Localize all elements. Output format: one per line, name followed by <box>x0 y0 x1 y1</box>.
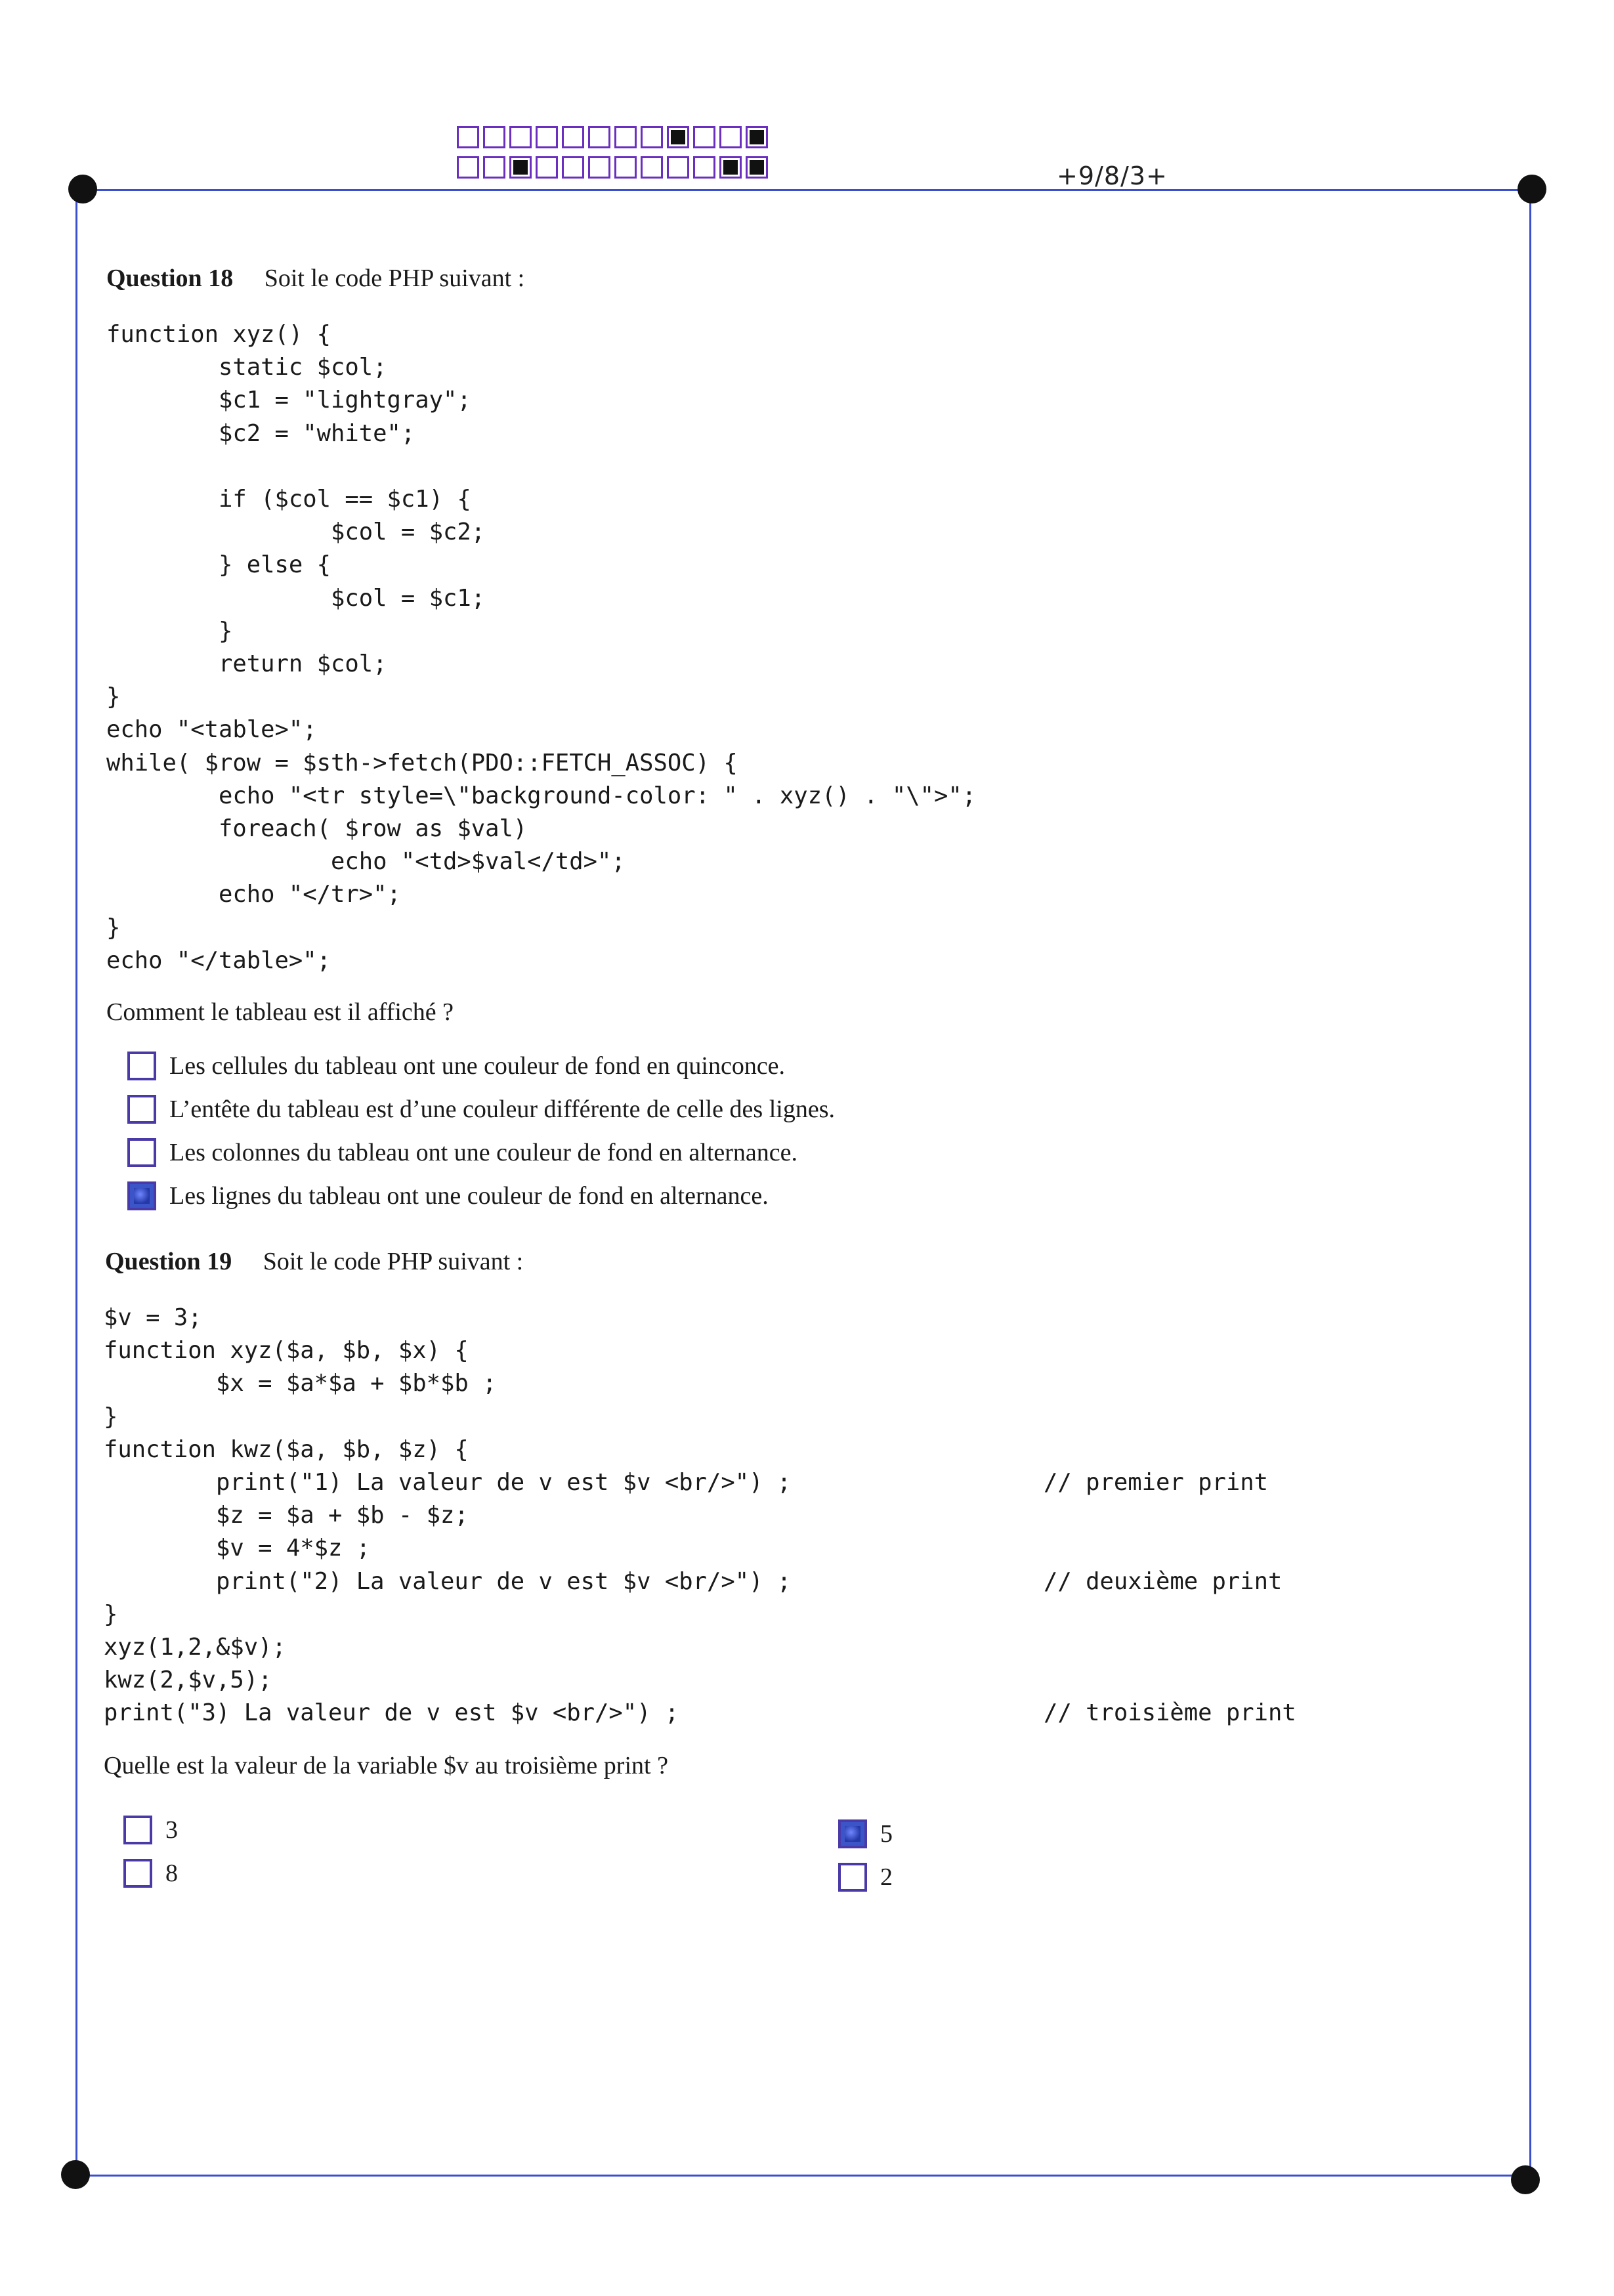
page-code: +9/8/3+ <box>1057 161 1168 190</box>
q19-option-1[interactable] <box>123 1816 178 1844</box>
checkbox[interactable] <box>127 1181 156 1210</box>
barcode-cell <box>588 126 610 148</box>
corner-marker-top-right <box>1518 175 1546 203</box>
barcode-cell <box>614 156 637 179</box>
barcode-bottom <box>457 156 772 179</box>
q18-option-3[interactable] <box>127 1138 797 1167</box>
option-label: 5 <box>880 1820 893 1848</box>
corner-marker-bottom-left <box>61 2160 90 2189</box>
barcode-cell <box>562 126 584 148</box>
checkbox[interactable] <box>123 1859 152 1888</box>
frame-right-line <box>1529 189 1531 2177</box>
question-19-label: Question 19 <box>105 1248 232 1275</box>
barcode-cell <box>483 156 505 179</box>
option-label: 2 <box>880 1863 893 1891</box>
q18-option-1[interactable] <box>127 1052 785 1080</box>
checkbox[interactable] <box>127 1052 156 1080</box>
barcode-cell <box>509 126 532 148</box>
question-19-code: $v = 3; function xyz($a, $b, $x) { $x = $a*$a + $b*$b ; } function kwz($a, $b, $z) { print("1) La valeur de v est $v <br/>") ; // premier print $z = $a + $b - $z; $v = 4*$z ; print("2) La valeur de v est $v <br/>") ; // deuxième print } xyz(1,2,&$v); kwz(2,$v,5); print("3) La valeur de v est $v <br/>") ; // troisième print <box>104 1304 1296 1727</box>
checkbox[interactable] <box>127 1095 156 1124</box>
question-19-heading <box>105 1247 523 1276</box>
barcode-cell <box>588 156 610 179</box>
option-label: Les colonnes du tableau ont une couleur de fond en alternance. <box>169 1139 798 1166</box>
barcode-cell <box>719 126 742 148</box>
corner-marker-bottom-right <box>1511 2165 1540 2194</box>
barcode-cell <box>641 156 663 179</box>
frame-bottom-line <box>75 2175 1529 2177</box>
checkbox[interactable] <box>123 1816 152 1844</box>
q18-option-4[interactable] <box>127 1181 769 1210</box>
barcode-cell <box>693 156 715 179</box>
question-18-label: Question 18 <box>106 265 234 292</box>
barcode-cell <box>614 126 637 148</box>
frame-top-line <box>84 189 1535 191</box>
barcode-cell <box>536 156 558 179</box>
option-label: Les cellules du tableau ont une couleur de fond en quinconce. <box>169 1052 786 1080</box>
barcode-cell <box>457 156 479 179</box>
question-18-heading <box>106 264 524 293</box>
question-19-intro: Soit le code PHP suivant : <box>263 1248 524 1275</box>
option-label: 8 <box>165 1860 178 1887</box>
option-label: 3 <box>165 1816 178 1844</box>
barcode-cell <box>536 126 558 148</box>
question-18-prompt: Comment le tableau est il affiché ? <box>106 998 454 1026</box>
checkbox[interactable] <box>838 1863 867 1892</box>
checkbox[interactable] <box>838 1819 867 1848</box>
corner-marker-top-left <box>68 175 97 203</box>
barcode-cell <box>667 126 689 148</box>
barcode-cell <box>562 156 584 179</box>
q19-option-3[interactable] <box>838 1819 893 1848</box>
barcode-cell <box>667 156 689 179</box>
barcode-cell <box>746 126 768 148</box>
barcode-cell <box>641 126 663 148</box>
option-label: Les lignes du tableau ont une couleur de fond en alternance. <box>169 1182 769 1210</box>
q19-option-4[interactable] <box>838 1863 893 1892</box>
q19-option-2[interactable] <box>123 1859 178 1888</box>
barcode-cell <box>719 156 742 179</box>
question-18-intro: Soit le code PHP suivant : <box>264 265 525 292</box>
barcode-cell <box>746 156 768 179</box>
question-18-code: function xyz() { static $col; $c1 = "lightgray"; $c2 = "white"; if ($col == $c1) { $col = $c2; } else { $col = $c1; } return $col; } echo "<table>"; while( $row = $sth->fetch(PDO::FETCH_ASSOC) { echo "<tr style=\"background-color: " . xyz() . "\">"; foreach( $row as $val) echo "<td>$val</td>"; echo "</tr>"; } echo "</table>"; <box>106 321 977 974</box>
barcode-cell <box>693 126 715 148</box>
question-19-prompt: Quelle est la valeur de la variable $v au troisième print ? <box>104 1752 668 1779</box>
barcode-cell <box>457 126 479 148</box>
option-label: L’entête du tableau est d’une couleur différente de celle des lignes. <box>169 1095 835 1123</box>
barcode-cell <box>483 126 505 148</box>
barcode-cell <box>509 156 532 179</box>
frame-left-line <box>75 189 77 2177</box>
q18-option-2[interactable] <box>127 1095 835 1124</box>
barcode-top <box>457 126 772 148</box>
checkbox[interactable] <box>127 1138 156 1167</box>
